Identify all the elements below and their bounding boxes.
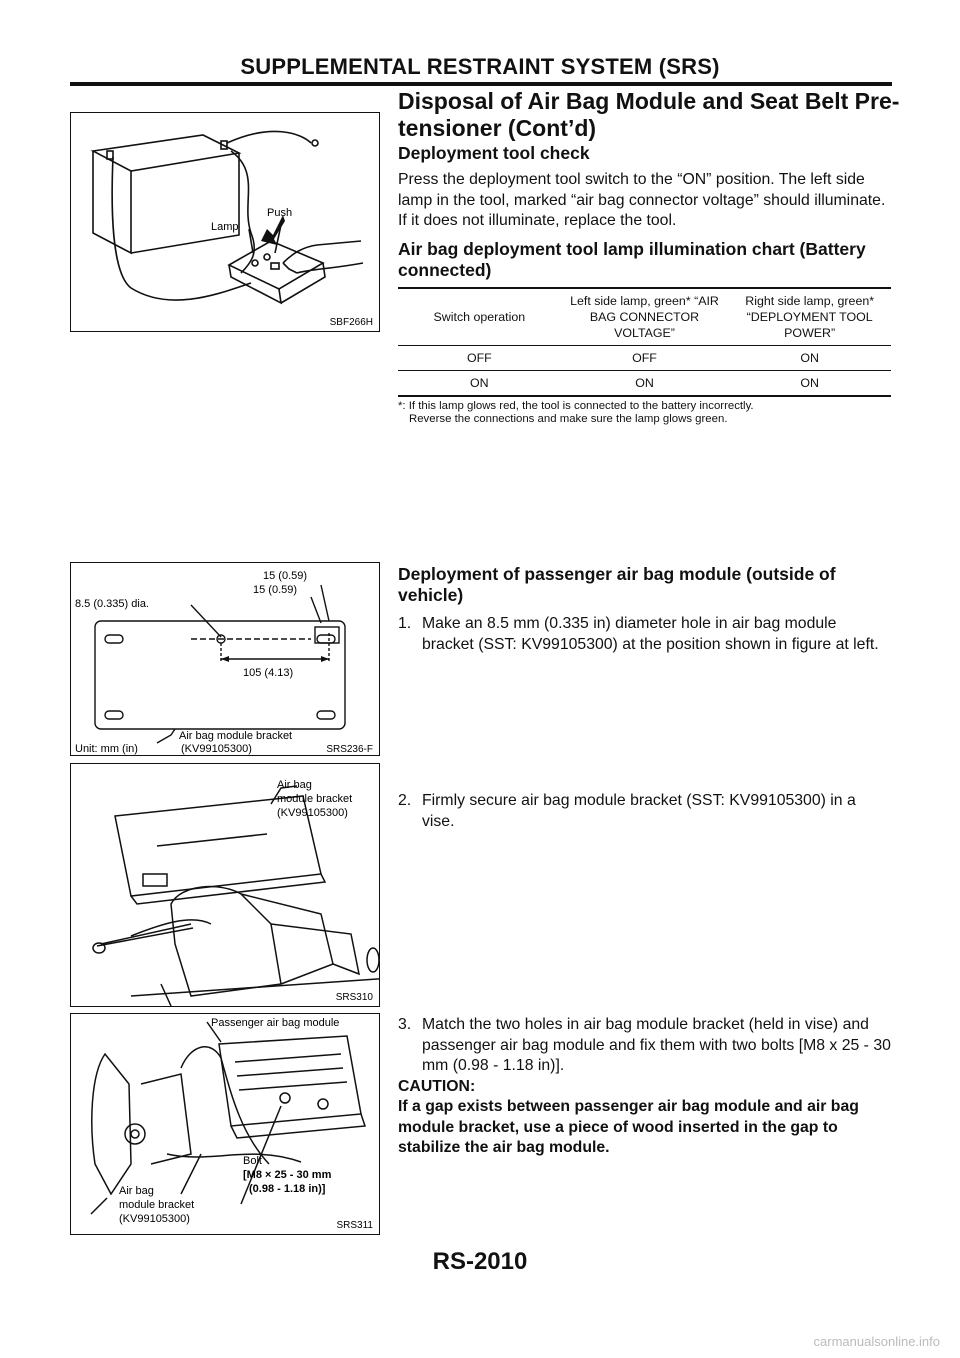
fig2-dim-b: 15 (0.59) [253,584,298,596]
fig4-id: SRS311 [336,1220,373,1231]
deployment-heading: Deployment of passenger air bag module (outside of vehicle) [398,564,836,605]
fig2-bracket-label: Air bag module bracket [179,730,293,742]
fig2-dim-a: 15 (0.59) [263,570,308,582]
deployment-section [398,564,892,655]
list-item: 3. Match the two holes in air bag module bracket (held in vise) and passenger air bag module and fix them with two bolts [M8 x 25 - 30 mm (0.98 - 1.18 in)]. [398,1015,892,1077]
deployment-tool-illustration [71,113,379,331]
list-item: 2. Firmly secure air bag module bracket (SST: KV99105300) in a vise. [398,791,892,832]
table-row: OFF OFF ON [398,346,891,371]
step3-section [398,1015,892,1159]
fig2-dim-c: 105 (4.13) [243,667,294,679]
footer-brand: carmanualsonline.info [813,1334,940,1349]
module-attachment-illustration [71,1014,379,1234]
fig4-bolt-label: Bolt [243,1155,262,1167]
caution-text: If a gap exists between passenger air bag module and air bag module bracket, use a piece of wood inserted in the gap to stabilize the air bag module. [398,1098,859,1156]
header-rule [70,82,892,86]
fig4-spec-2: (0.98 - 1.18 in)] [249,1183,326,1195]
fig3-label-2: module bracket [277,793,353,805]
lamp-chart-section [398,239,892,426]
fig1-id: SBF266H [329,317,373,328]
step3-text: Match the two holes in air bag module bracket (held in vise) and passenger air bag module and fix them with two bolts [M8 x 25 - 30 mm (0.98 - 1.18 in)]. [422,1016,891,1074]
fig3-label-3: (KV99105300) [277,807,348,819]
table-footnote-2: Reverse the connections and make sure the lamp glows green. [409,413,728,425]
section-title: Disposal of Air Bag Module and Seat Belt Pre-tensioner (Cont’d) [398,88,900,141]
figure-bracket-dimensions [70,562,380,756]
figure-module-attachment [70,1013,380,1235]
step2-section [398,791,892,832]
caution-heading: CAUTION: [398,1077,476,1095]
tool-check-text: Press the deployment tool switch to the “ON” position. The left side lamp in the tool, marked “air bag connector voltage” should illuminate. If it does not illuminate, replace the tool. [398,171,886,229]
page-header-title: SUPPLEMENTAL RESTRAINT SYSTEM (SRS) [240,54,720,79]
fig4-label-3: (KV99105300) [119,1213,190,1225]
fig4-spec-1: [M8 × 25 - 30 mm [243,1169,332,1181]
fig4-label-1: Air bag [119,1185,154,1197]
tool-check-heading: Deployment tool check [398,143,590,163]
fig2-unit-label: Unit: mm (in) [75,743,138,755]
step2-text: Firmly secure air bag module bracket (SST: KV99105300) in a vise. [422,792,856,830]
col-right-lamp: Right side lamp, green* “DEPLOYMENT TOOL POWER” [745,294,875,340]
fig3-label-1: Air bag [277,779,312,791]
col-left-lamp: Left side lamp, green* “AIR BAG CONNECTOR VOLTAGE” [570,294,719,340]
tool-check-section [398,143,892,232]
fig1-lamp-label: Lamp [211,221,239,233]
step1-text: Make an 8.5 mm (0.335 in) diameter hole in air bag module bracket (SST: KV99105300) at the position shown in figure at left. [422,615,879,653]
lamp-chart-heading: Air bag deployment tool lamp illumination chart (Battery connected) [398,239,866,280]
list-item: 1. Make an 8.5 mm (0.335 in) diameter hole in air bag module bracket (SST: KV99105300) at the position shown in figure at left. [398,614,892,655]
fig4-module-label: Passenger air bag module [211,1017,340,1029]
fig1-push-label: Push [267,207,293,219]
fig2-sst-label: (KV99105300) [181,743,252,755]
page-number: RS-2010 [432,1248,528,1275]
table-footnote-1: *: If this lamp glows red, the tool is connected to the battery incorrectly. [398,400,754,412]
table-row: ON ON ON [398,371,891,397]
fig2-id: SRS236-F [326,744,373,755]
lamp-illumination-table [398,287,891,397]
col-switch-operation: Switch operation [433,310,526,324]
fig3-id: SRS310 [335,992,373,1003]
fig2-dia-label: 8.5 (0.335) dia. [75,598,149,610]
bracket-vise-illustration [71,764,379,1006]
figure-deployment-tool [70,112,380,332]
bracket-dimension-drawing [71,563,379,755]
figure-bracket-vise [70,763,380,1007]
fig4-label-2: module bracket [119,1199,195,1211]
